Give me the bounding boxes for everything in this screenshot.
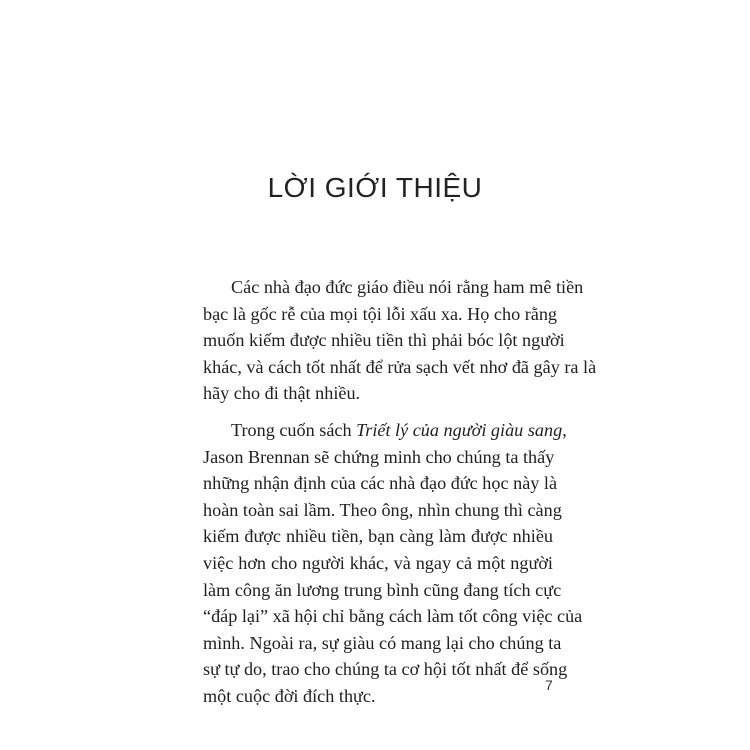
text-line: bạc là gốc rễ của mọi tội lỗi xấu xa. Họ cho rằng <box>203 303 558 324</box>
text-run: , <box>562 419 567 440</box>
paragraph-1 <box>203 274 597 407</box>
chapter-title: LỜI GIỚI THIỆU <box>267 172 483 203</box>
text-run: Trong cuốn sách <box>231 419 357 440</box>
chapter-body <box>203 274 597 710</box>
text-line: “đáp lại” xã hội chỉ bằng cách làm tốt công việc của <box>203 606 583 627</box>
text-line: khác, và cách tốt nhất để rửa sạch vết nhơ đã gây ra là <box>203 356 597 377</box>
text-line: muốn kiếm được nhiều tiền thì phải bóc lột người <box>203 330 565 351</box>
text-line: sự tự do, trao cho chúng ta cơ hội tốt nhất để sống <box>203 659 568 680</box>
text-line: Các nhà đạo đức giáo điều nói rằng ham mê tiền <box>231 277 584 297</box>
text-line: hãy cho đi thật nhiều. <box>203 383 361 404</box>
book-title: Triết lý của người giàu sang <box>356 419 563 440</box>
text-line: làm công ăn lương trung bình cũng đang tích cực <box>203 579 562 600</box>
text-line <box>203 417 567 444</box>
text-line: kiếm được nhiều tiền, bạn càng làm được nhiều <box>203 526 553 547</box>
text-line: mình. Ngoài ra, sự giàu có mang lại cho chúng ta <box>203 632 562 653</box>
text-line: việc hơn cho người khác, và ngay cả một người <box>203 552 553 573</box>
text-line: Jason Brennan sẽ chứng minh cho chúng ta thấy <box>203 446 555 467</box>
page-number: 7 <box>545 677 553 693</box>
text-line: những nhận định của các nhà đạo đức học này là <box>203 473 558 494</box>
paragraph-2 <box>203 417 583 710</box>
text-line: hoàn toàn sai lầm. Theo ông, nhìn chung thì càng <box>203 499 562 520</box>
text-line: một cuộc đời đích thực. <box>203 685 376 706</box>
